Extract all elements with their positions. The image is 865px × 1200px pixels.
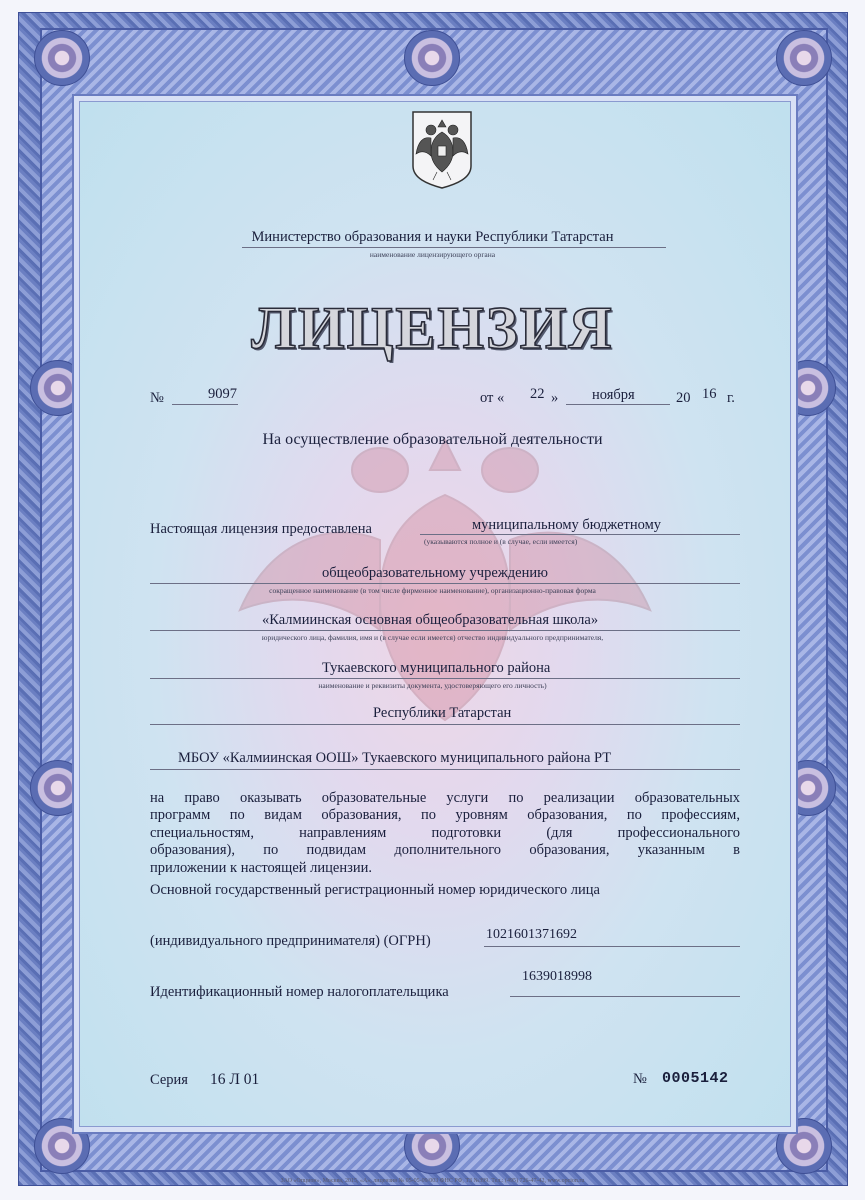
number-label: № <box>150 390 164 406</box>
date-year-unit: г. <box>727 390 735 406</box>
ogrn-value: 1021601371692 <box>486 927 577 942</box>
date-from: от « <box>480 390 505 406</box>
blank-number: 0005142 <box>662 1070 729 1087</box>
printer-note: ЗАО «Опцион», Москва, 2015, «А», лицензия № 05-05-09/003 ФНС РФ, ТЗ №399. Тел.: (495) 726-47-42, www.opcion.ru <box>280 1178 585 1184</box>
ogrn-label-2: (индивидуального предпринимателя) (ОГРН) <box>150 933 431 949</box>
inn-label: Идентификационный номер налогоплательщика <box>150 984 449 1000</box>
document-title: ЛИЦЕНЗИЯ <box>251 295 614 361</box>
short-name: МБОУ «Калмиинская ООШ» Тукаевского муниципального района РТ <box>178 750 612 766</box>
ministry-caption: наименование лицензирующего органа <box>369 250 496 259</box>
rights-paragraph <box>150 790 740 877</box>
license-number: 9097 <box>208 386 237 402</box>
granted-line-2: общеобразовательному учреждению <box>322 565 548 581</box>
rights-line: образования), по подвидам дополнительного образования, указанным в <box>150 842 740 859</box>
ministry-name: Министерство образования и науки Республики Татарстан <box>251 229 614 245</box>
rights-line: специальностям, направлениям подготовки (для профессионального <box>150 824 740 841</box>
double-headed-eagle-icon <box>409 110 475 190</box>
granted-line-1: муниципальному бюджетному <box>472 517 662 533</box>
series-label: Серия <box>150 1072 188 1088</box>
rights-line: на право оказывать образовательные услуги по реализации образовательных <box>150 790 740 806</box>
rights-line: приложении к настоящей лицензии. <box>150 859 372 876</box>
rights-line: программ по видам образования, по уровням образования, по профессиям, <box>150 807 740 824</box>
rosette-ornament-icon <box>404 30 460 86</box>
series-value: 16 Л 01 <box>210 1071 260 1088</box>
activity-heading: На осуществление образовательной деятельности <box>262 431 603 448</box>
caption-3: юридического лица, фамилия, имя и (в случае если имеется) отчество индивидуального предпринимателя, <box>261 633 604 642</box>
date-month: ноября <box>592 387 635 403</box>
ogrn-label-1: Основной государственный регистрационный номер юридического лица <box>150 882 600 898</box>
caption-1: (указываются полное и (в случае, если имеется) <box>424 537 578 546</box>
inn-value: 1639018998 <box>522 969 592 984</box>
date-year-suffix: 16 <box>702 386 717 402</box>
granted-line-3: «Калмиинская основная общеобразовательная школа» <box>262 612 599 628</box>
caption-4: наименование и реквизиты документа, удостоверяющего его личность) <box>318 681 547 690</box>
granted-label: Настоящая лицензия предоставлена <box>150 521 372 537</box>
date-day: 22 <box>530 386 545 402</box>
rosette-ornament-icon <box>776 30 832 86</box>
rosette-ornament-icon <box>34 30 90 86</box>
caption-2: сокращенное наименование (в том числе фирменное наименование), организационно-правовая форма <box>269 586 596 595</box>
blank-number-label: № <box>633 1071 647 1087</box>
date-close: » <box>551 390 559 406</box>
granted-line-4: Тукаевского муниципального района <box>322 660 551 676</box>
date-year-prefix: 20 <box>676 390 691 406</box>
granted-line-5: Республики Татарстан <box>373 705 512 721</box>
